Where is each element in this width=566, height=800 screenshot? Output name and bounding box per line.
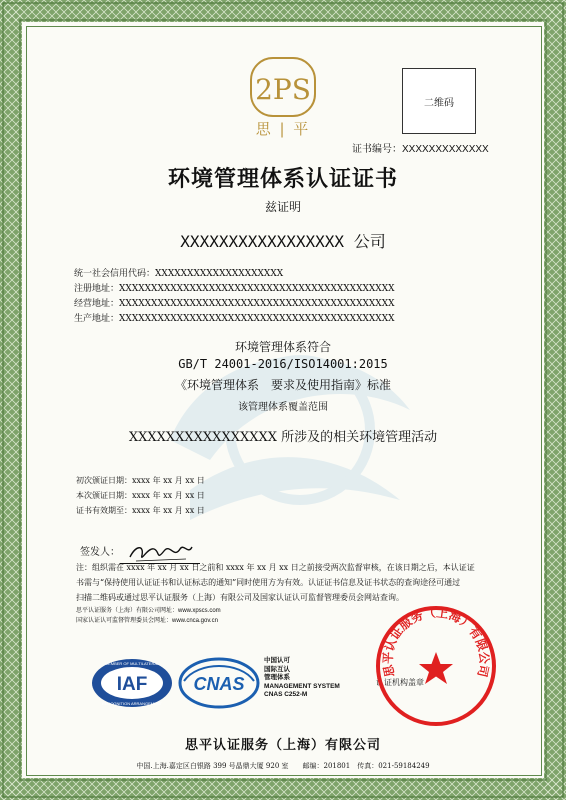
production-address: 生产地址：XXXXXXXXXXXXXXXXXXXXXXXXXXXXXXXXXXXXXXXXXXX bbox=[74, 314, 395, 324]
seal-ring-text: 思平认证服务（上海）有限公司 bbox=[380, 605, 492, 679]
certificate-title: 环境管理体系认证证书 bbox=[167, 166, 398, 192]
cnas-line-1: 中国认可 bbox=[264, 657, 290, 664]
company-logo bbox=[243, 56, 323, 118]
iaf-bottom-text: RECOGNITION ARRANGEMENT bbox=[101, 701, 163, 706]
seal-star-icon bbox=[419, 652, 453, 684]
cnas-description bbox=[264, 657, 340, 700]
logo-name: 思 | 平 bbox=[255, 120, 311, 138]
website-cnca: 国家认证认可监督管理委员会网址：www.cnca.gov.cn bbox=[76, 618, 218, 624]
note-block bbox=[76, 560, 512, 605]
iaf-top-text: MEMBER OF MULTILATERAL bbox=[104, 661, 160, 666]
qr-label: 二维码 bbox=[424, 97, 454, 109]
cnas-line-3: 管理体系 bbox=[264, 674, 290, 681]
conformity-intro: 环境管理体系符合 bbox=[234, 340, 331, 354]
company-seal bbox=[372, 602, 500, 730]
issuer-address: 中国.上海.嘉定区白银路 399 号晶鼎大厦 920 室 邮编：201801 传真：021-59184249 bbox=[136, 762, 430, 770]
issuer-name: 思平认证服务（上海）有限公司 bbox=[184, 738, 381, 753]
credit-code: 统一社会信用代码：XXXXXXXXXXXXXXXXXXXX bbox=[74, 269, 284, 279]
logo-mark: 2PS bbox=[255, 73, 311, 106]
business-address: 经营地址：XXXXXXXXXXXXXXXXXXXXXXXXXXXXXXXXXXXXXXXXXXX bbox=[74, 299, 395, 309]
company-name: XXXXXXXXXXXXXXXXX 公司 bbox=[180, 232, 386, 251]
scope-text: XXXXXXXXXXXXXXXX 所涉及的相关环境管理活动 bbox=[128, 430, 438, 445]
seal-label: 认证机构盖章 bbox=[376, 678, 424, 687]
signer-label: 签发人： bbox=[80, 547, 120, 558]
iaf-logo bbox=[90, 657, 174, 709]
note-line-2: 书需与“保持使用认证证书和认证标志的通知”同时使用方为有效。认证证书信息及证书状态的查询途径可通过 bbox=[76, 578, 461, 587]
cnas-line-2: 国际互认 bbox=[264, 665, 290, 673]
note-line-3: 扫描二维码或通过思平认证服务（上海）有限公司及国家认证认可监督管理委员会网站查询。 bbox=[76, 593, 404, 602]
current-issue-date: 本次颁证日期：xxxx 年 xx 月 xx 日 bbox=[76, 491, 205, 500]
cnas-line-4: MANAGEMENT SYSTEM bbox=[264, 682, 340, 690]
valid-until-date: 证书有效期至：xxxx 年 xx 月 xx 日 bbox=[76, 506, 205, 515]
registered-address: 注册地址：XXXXXXXXXXXXXXXXXXXXXXXXXXXXXXXXXXXXXXXXXXX bbox=[74, 284, 395, 294]
qr-code-placeholder[interactable] bbox=[402, 68, 476, 134]
note-line-1: 注：组织需在 xxxx 年 xx 月 xx 日之前和 xxxx 年 xx 月 xx 日之前接受两次监督审核，在该日期之后，本认证证 bbox=[76, 563, 475, 572]
cnas-text: CNAS bbox=[193, 674, 245, 694]
certificate-subtitle: 兹证明 bbox=[264, 200, 301, 214]
standard-code: GB/T 24001-2016/ISO14001:2015 bbox=[178, 357, 388, 371]
cnas-line-5: CNAS C252-M bbox=[264, 691, 308, 698]
cnas-logo bbox=[178, 657, 260, 709]
standard-name: 《环境管理体系 要求及使用指南》标准 bbox=[174, 378, 391, 392]
initial-issue-date: 初次颁证日期：xxxx 年 xx 月 xx 日 bbox=[76, 476, 205, 485]
iaf-text: IAF bbox=[116, 674, 148, 695]
scope-label: 该管理体系覆盖范围 bbox=[238, 402, 328, 413]
website-issuer: 思平认证服务（上海）有限公司网址：www.xpscs.com bbox=[76, 608, 221, 614]
certificate-number: 证书编号：XXXXXXXXXXXXX bbox=[352, 144, 489, 155]
